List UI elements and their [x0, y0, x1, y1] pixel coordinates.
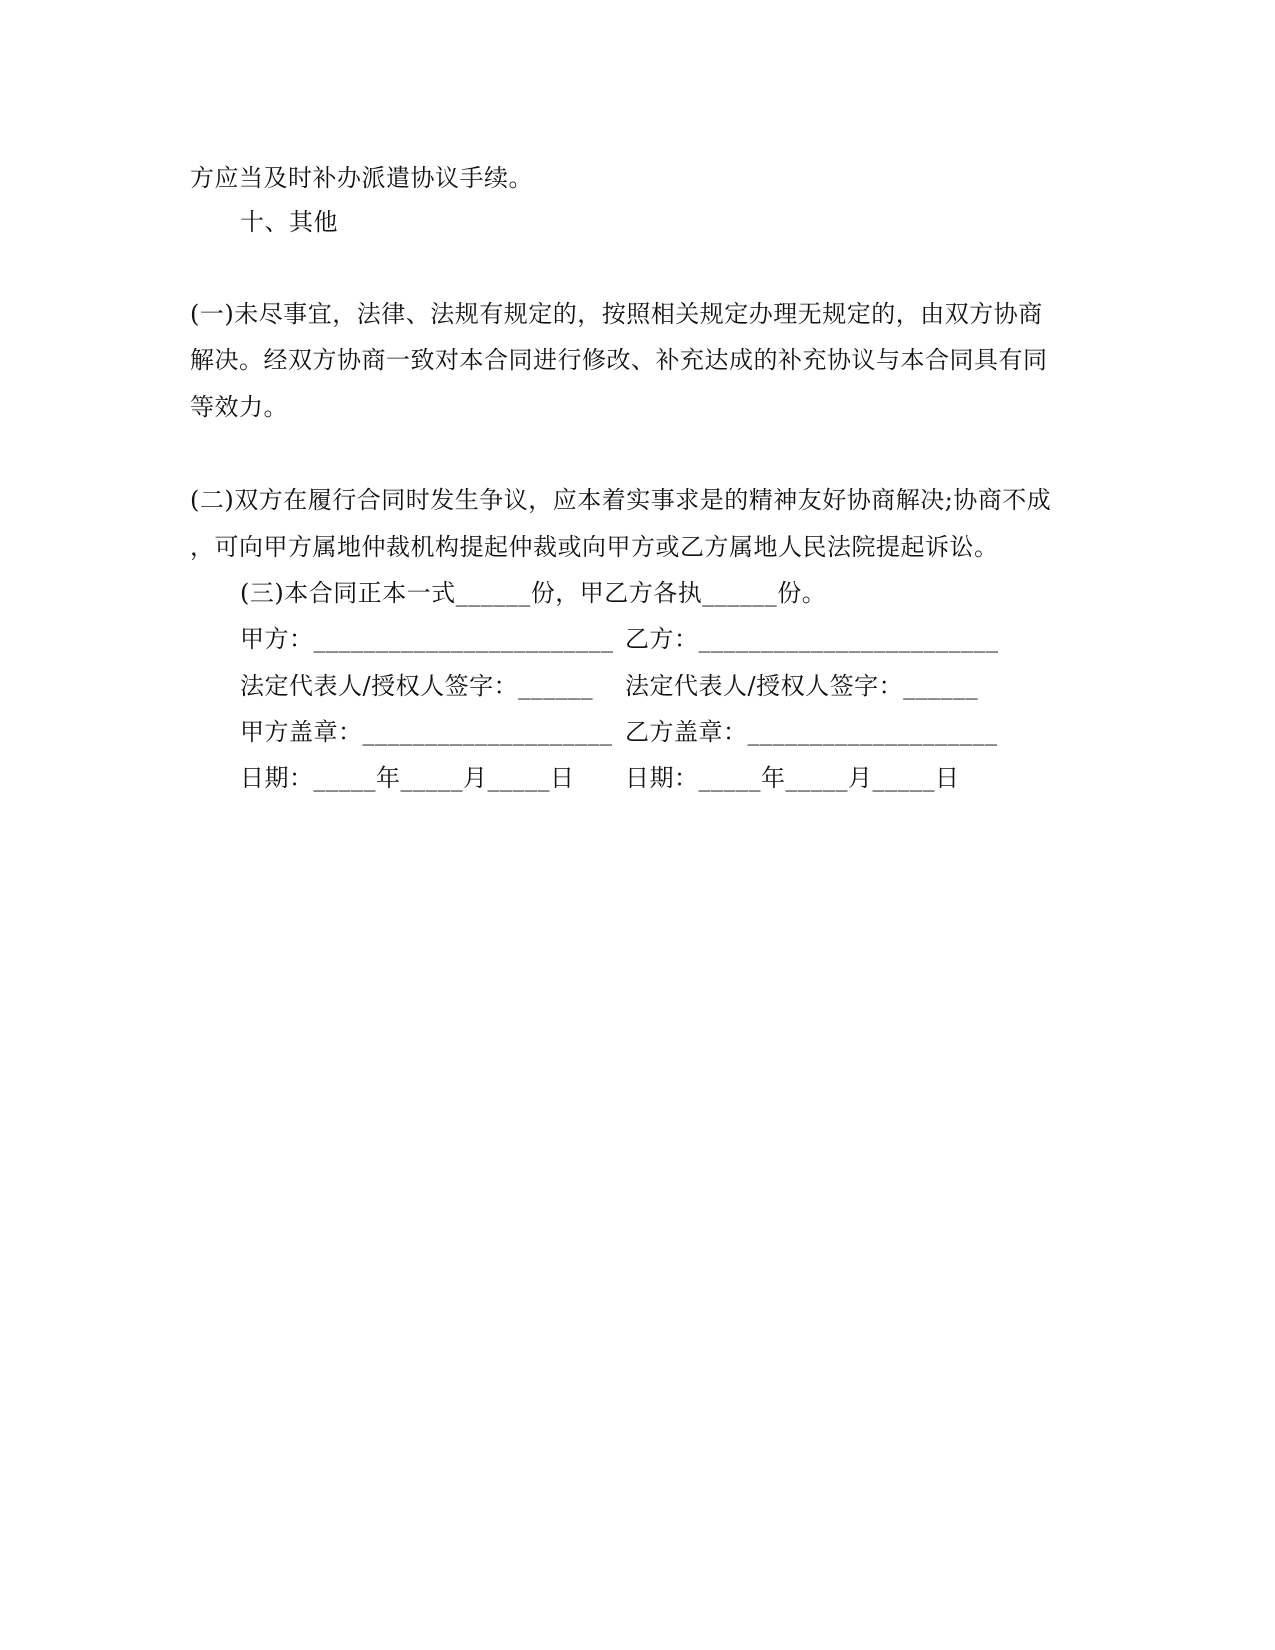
rep-b-signature-field: 法定代表人/授权人签字：______ [625, 672, 979, 700]
clause-3-line: (三)本合同正本一式______份，甲乙方各执______份。 [240, 579, 827, 607]
date-a-field: 日期：_____年_____月_____日 [240, 764, 575, 792]
continuation-text: 方应当及时补办派遣协议手续。 [190, 164, 533, 192]
date-b-field: 日期：_____年_____月_____日 [625, 764, 960, 792]
clause-1-line-3: 等效力。 [190, 393, 288, 421]
section-heading: 十、其他 [240, 208, 338, 236]
seal-a-field: 甲方盖章：____________________ [240, 718, 613, 746]
party-b-field: 乙方：________________________ [625, 625, 999, 653]
seal-b-field: 乙方盖章：____________________ [625, 718, 998, 746]
party-a-field: 甲方：________________________ [240, 625, 614, 653]
rep-a-signature-field: 法定代表人/授权人签字：______ [240, 672, 594, 700]
clause-2-line-1: (二)双方在履行合同时发生争议，应本着实事求是的精神友好协商解决;协商不成 [190, 486, 1052, 514]
clause-1-line-1: (一)未尽事宜，法律、法规有规定的，按照相关规定办理无规定的，由双方协商 [190, 300, 1043, 328]
clause-2-line-2: ，可向甲方属地仲裁机构提起仲裁或向甲方或乙方属地人民法院提起诉讼。 [190, 533, 999, 561]
clause-1-line-2: 解决。经双方协商一致对本合同进行修改、补充达成的补充协议与本合同具有同 [190, 346, 1048, 374]
